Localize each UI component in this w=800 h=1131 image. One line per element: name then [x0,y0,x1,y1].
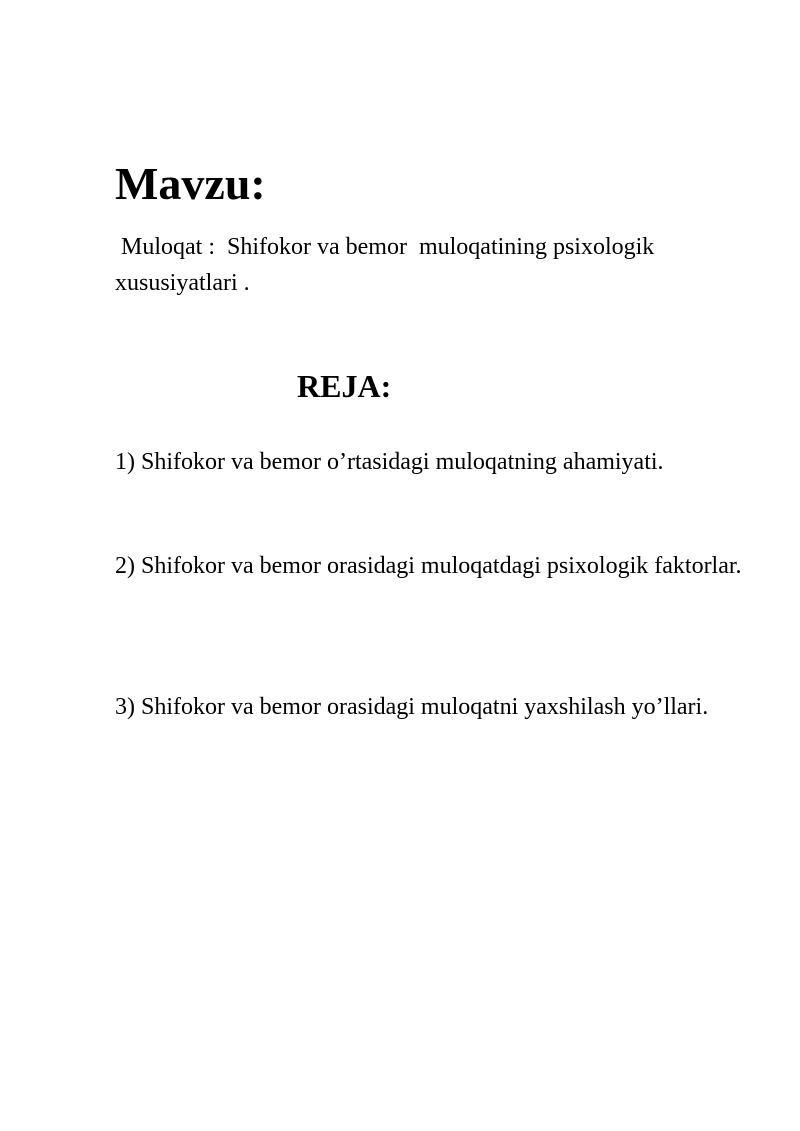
topic-subtitle: Muloqat : Shifokor va bemor muloqatining psixologik xususiyatlari . [115,234,661,296]
plan-item-1: 1) Shifokor va bemor o’rtasidagi muloqatning ahamiyati. [115,449,664,475]
plan-item-3: 3) Shifokor va bemor orasidagi muloqatni yaxshilash yo’llari. [115,694,709,720]
plan-heading: REJA: [297,368,392,404]
page-title: Mavzu: [115,158,266,209]
plan-item-2: 2) Shifokor va bemor orasidagi muloqatdagi psixologik faktorlar. [115,553,742,579]
